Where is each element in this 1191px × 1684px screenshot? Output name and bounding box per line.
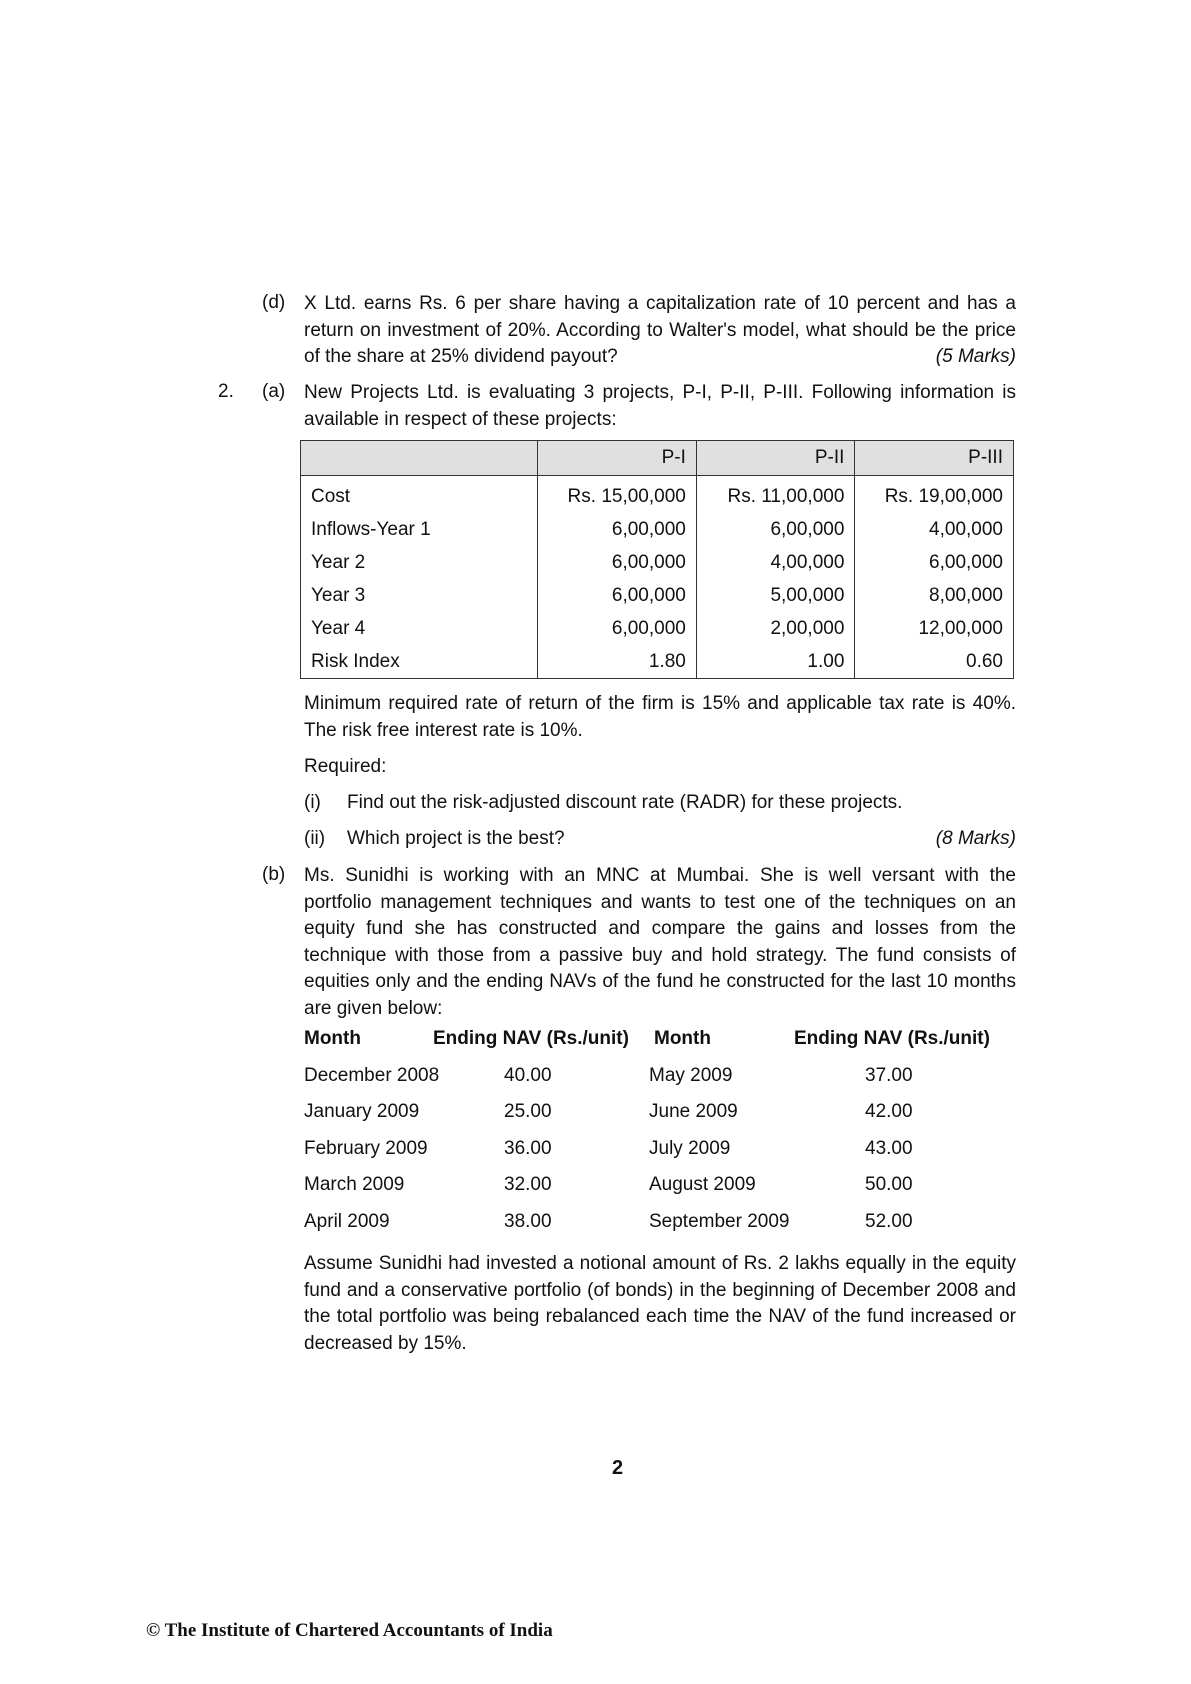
table-cell: 4,00,000: [696, 546, 855, 579]
text-line: equity fund she has constructed and compare the gains and losses from the: [304, 918, 1016, 939]
nav-row: [304, 1174, 1016, 1211]
text-line: Ms. Sunidhi is working with an MNC at Mumbai. She is well versant with the: [304, 865, 1016, 886]
nav-cell: 42.00: [865, 1101, 913, 1122]
table-cell: Rs. 19,00,000: [855, 476, 1014, 514]
item-text: Which project is the best?: [347, 828, 565, 849]
text-line: The risk free interest rate is 10%.: [304, 719, 583, 741]
table-row: [301, 476, 1014, 514]
question-2b-intro: [304, 863, 1016, 1022]
nav-header-cell: Ending NAV (Rs./unit): [433, 1028, 629, 1049]
nav-cell: 32.00: [504, 1174, 552, 1195]
nav-cell: 43.00: [865, 1137, 913, 1159]
marks-label: (8 Marks): [935, 828, 1016, 849]
nav-cell: 50.00: [865, 1174, 913, 1195]
nav-header-cell: Month: [304, 1028, 361, 1049]
nav-cell: April 2009: [304, 1210, 390, 1232]
table-header-cell: P-I: [538, 441, 697, 476]
question-1d-text: [304, 291, 1016, 371]
table-cell: Year 3: [301, 579, 538, 612]
table-row: [301, 645, 1014, 679]
question-2a-conditions: [304, 691, 1016, 744]
text-line: New Projects Ltd. is evaluating 3 projects, P-I, P-II, P-III. Following information is: [304, 382, 1016, 403]
text-line: decreased by 15%.: [304, 1332, 467, 1354]
item-number: (i): [304, 792, 321, 813]
nav-cell: 40.00: [504, 1064, 552, 1086]
text-line: available in respect of these projects:: [304, 408, 617, 430]
text-line: of the share at 25% dividend payout?: [304, 346, 618, 367]
text-line: fund and a conservative portfolio (of bonds) in the beginning of December 2008 and: [304, 1279, 1016, 1301]
nav-cell: July 2009: [649, 1137, 731, 1159]
item-text: Find out the risk-adjusted discount rate (RADR) for these projects.: [347, 792, 903, 813]
question-label-b: (b): [262, 864, 286, 885]
projects-table: [300, 440, 1014, 679]
table-cell: 1.00: [696, 645, 855, 679]
table-header-cell: P-III: [855, 441, 1014, 476]
table-cell: Risk Index: [301, 645, 538, 679]
marks-label: (5 Marks): [935, 346, 1016, 367]
question-2b-assumption: [304, 1251, 1016, 1357]
table-cell: 2,00,000: [696, 612, 855, 645]
question-label-a: (a): [262, 381, 286, 402]
text-line: the total portfolio was being rebalanced each time the NAV of the fund increased or: [304, 1306, 1016, 1327]
nav-cell: May 2009: [649, 1064, 733, 1086]
nav-cell: 25.00: [504, 1101, 552, 1122]
text-line: technique with those from a passive buy and hold strategy. The fund consists of: [304, 944, 1016, 966]
nav-cell: December 2008: [304, 1064, 440, 1086]
text-line: X Ltd. earns Rs. 6 per share having a capitalization rate of 10 percent and has a: [304, 293, 1016, 314]
table-cell: 6,00,000: [538, 513, 697, 546]
nav-cell: June 2009: [649, 1101, 738, 1122]
nav-cell: 37.00: [865, 1064, 913, 1086]
table-cell: Inflows-Year 1: [301, 513, 538, 546]
nav-header-cell: Ending NAV (Rs./unit): [794, 1028, 990, 1049]
table-row: [301, 513, 1014, 546]
nav-cell: 52.00: [865, 1210, 913, 1232]
table-cell: 6,00,000: [855, 546, 1014, 579]
text-line: equities only and the ending NAVs of the fund he constructed for the last 10 months: [304, 971, 1016, 992]
table-cell: 12,00,000: [855, 612, 1014, 645]
table-row: [301, 612, 1014, 645]
table-cell: Year 2: [301, 546, 538, 579]
table-cell: 6,00,000: [538, 546, 697, 579]
nav-cell: 38.00: [504, 1210, 552, 1232]
nav-row: [304, 1065, 1016, 1102]
table-cell: 1.80: [538, 645, 697, 679]
text-line: Assume Sunidhi had invested a notional amount of Rs. 2 lakhs equally in the equity: [304, 1253, 1016, 1274]
table-cell: Cost: [301, 476, 538, 514]
table-cell: 5,00,000: [696, 579, 855, 612]
table-cell: Year 4: [301, 612, 538, 645]
text-line: [304, 344, 1016, 371]
text-line: portfolio management techniques and wants to test one of the techniques on an: [304, 891, 1016, 913]
text-line: are given below:: [304, 997, 443, 1019]
table-row: [301, 579, 1014, 612]
text-line: Minimum required rate of return of the firm is 15% and applicable tax rate is 40%.: [304, 693, 1016, 714]
nav-cell: January 2009: [304, 1101, 420, 1122]
table-header-cell: [301, 441, 538, 476]
nav-cell: September 2009: [649, 1210, 790, 1232]
table-cell: 6,00,000: [538, 579, 697, 612]
question-label-d: (d): [262, 292, 286, 313]
table-cell: 6,00,000: [538, 612, 697, 645]
table-header-cell: P-II: [696, 441, 855, 476]
table-cell: 0.60: [855, 645, 1014, 679]
nav-cell: March 2009: [304, 1174, 405, 1195]
question-2a-intro: [304, 380, 1016, 433]
item-number: (ii): [304, 828, 326, 849]
table-cell: Rs. 11,00,000: [696, 476, 855, 514]
table-cell: 8,00,000: [855, 579, 1014, 612]
table-row: [301, 546, 1014, 579]
nav-header-cell: Month: [654, 1028, 711, 1049]
table-cell: 4,00,000: [855, 513, 1014, 546]
footer-copyright: © The Institute of Chartered Accountants of India: [146, 1620, 553, 1641]
text-line: return on investment of 20%. According to Walter's model, what should be the price: [304, 319, 1016, 341]
nav-row: [304, 1101, 1016, 1138]
nav-table: [304, 1028, 1016, 1247]
nav-cell: August 2009: [649, 1174, 756, 1195]
question-number: 2.: [218, 381, 234, 402]
table-header-row: [301, 441, 1014, 476]
nav-header-row: [304, 1028, 1016, 1065]
table-cell: Rs. 15,00,000: [538, 476, 697, 514]
nav-row: [304, 1138, 1016, 1175]
nav-cell: 36.00: [504, 1137, 552, 1159]
page-number: 2: [612, 1457, 624, 1479]
table-cell: 6,00,000: [696, 513, 855, 546]
required-heading: Required:: [304, 756, 387, 777]
nav-row: [304, 1211, 1016, 1248]
nav-cell: February 2009: [304, 1137, 428, 1159]
